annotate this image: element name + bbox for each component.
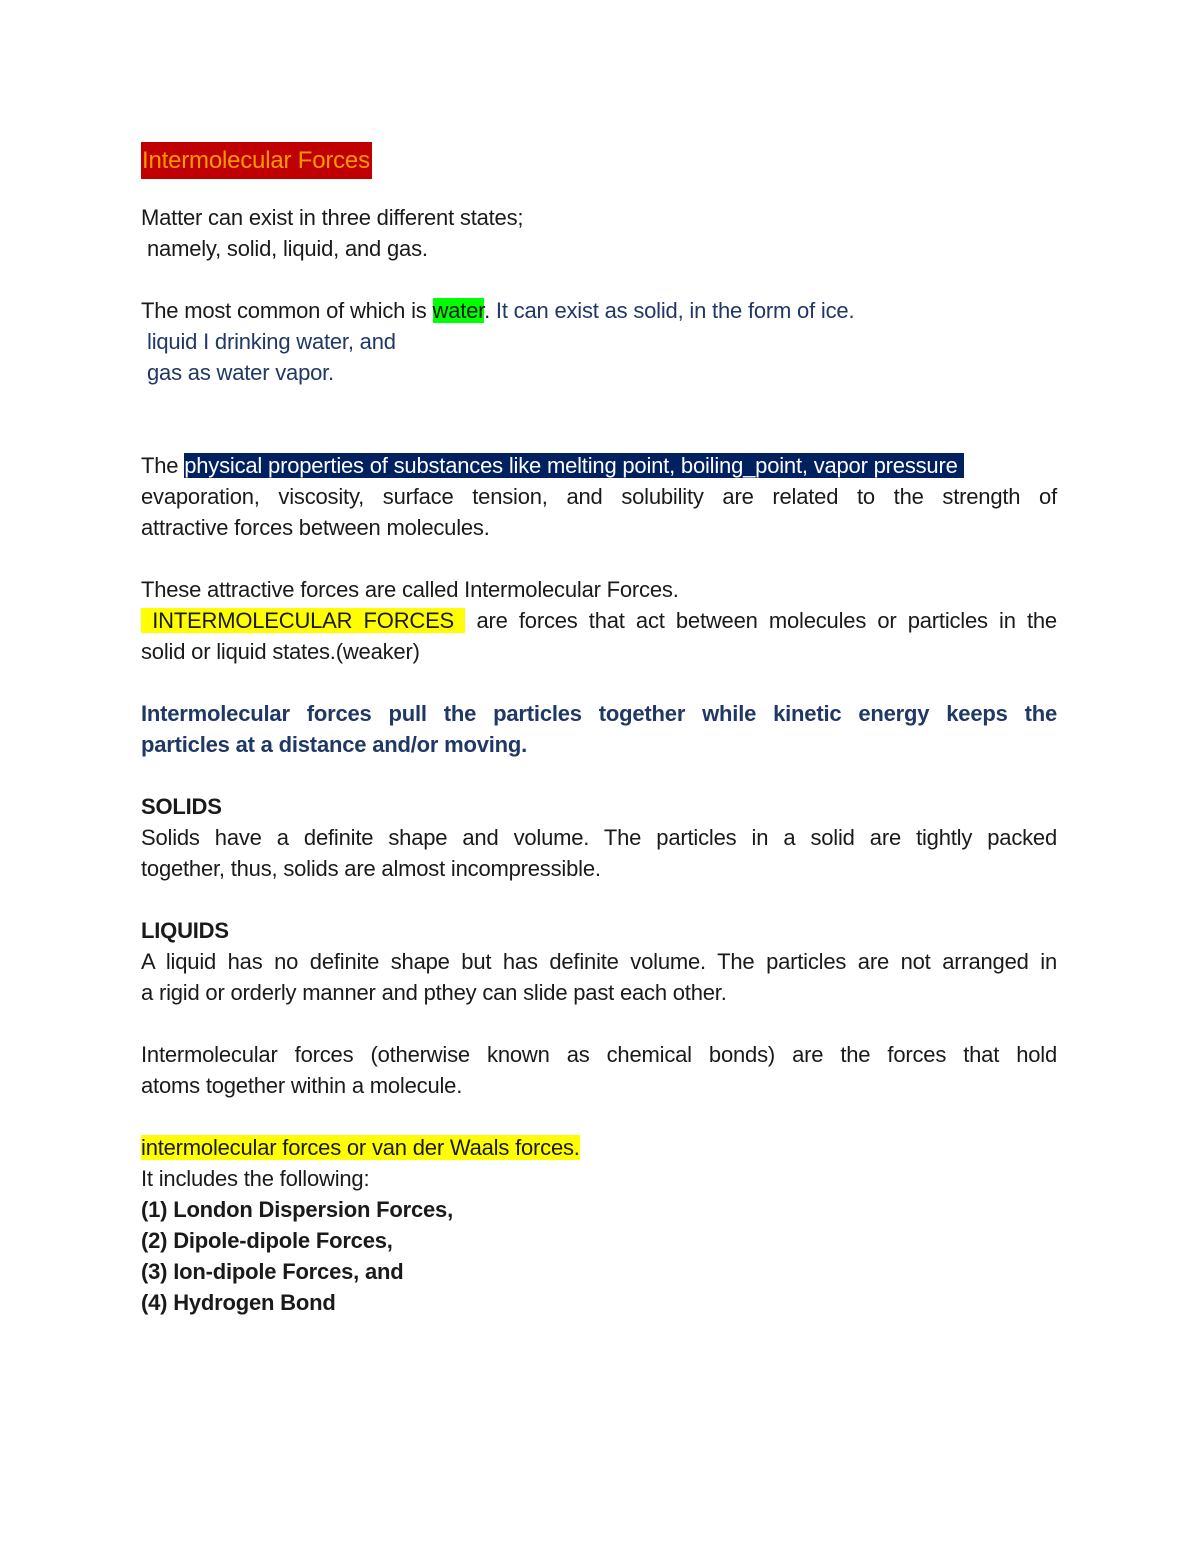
vdw-highlight: intermolecular forces or van der Waals forces. [141, 1135, 580, 1160]
document-title: Intermolecular Forces [141, 142, 372, 179]
water-tail: It can exist as solid, in the form of ice. [490, 298, 855, 323]
solids-heading: SOLIDS [141, 794, 222, 819]
bonds-line-2: atoms together within a molecule. [141, 1073, 463, 1098]
spacer [141, 760, 1057, 791]
spacer [141, 388, 1057, 450]
vdw-line [141, 1132, 1057, 1163]
kinetic-line-1: Intermolecular forces pull the particles together while kinetic energy keeps the [141, 701, 1057, 726]
list-item: (4) Hydrogen Bond [141, 1290, 336, 1315]
solids-line-2: together, thus, solids are almost incompressible. [141, 856, 601, 881]
document-page [141, 140, 1057, 1318]
imf-rest: are forces that act between molecules or particles in the [465, 608, 1057, 633]
water-period: . [484, 298, 491, 323]
properties-highlight: physical properties of substances like melting point, boiling_point, vapor pressure [184, 453, 963, 478]
properties-line-2: evaporation, viscosity, surface tension, and solubility are related to the strength of [141, 484, 1057, 509]
imf-line-1: These attractive forces are called Intermolecular Forces. [141, 577, 679, 602]
imf-highlight [141, 608, 465, 633]
spacer [141, 667, 1057, 698]
water-line-3: gas as water vapor. [147, 360, 334, 385]
water-line-1 [141, 295, 1057, 326]
spacer [141, 264, 1057, 295]
spacer [141, 1101, 1057, 1132]
solids-line-1: Solids have a definite shape and volume. The particles in a solid are tightly packed [141, 825, 1057, 850]
imf-line-2 [141, 605, 1057, 636]
intro-line-2: namely, solid, liquid, and gas. [147, 236, 428, 261]
list-item: (1) London Dispersion Forces, [141, 1197, 454, 1222]
liquids-line-2: a rigid or orderly manner and pthey can slide past each other. [141, 980, 727, 1005]
intro-line-1: Matter can exist in three different states; [141, 205, 524, 230]
imf-line-3: solid or liquid states.(weaker) [141, 639, 420, 664]
spacer [141, 543, 1057, 574]
imf-highlight-text: INTERMOLECULAR FORCES [152, 608, 455, 633]
liquids-heading: LIQUIDS [141, 918, 229, 943]
properties-lead: The [141, 453, 185, 478]
liquids-line-1: A liquid has no definite shape but has definite volume. The particles are not arranged in [141, 949, 1057, 974]
list-item: (2) Dipole-dipole Forces, [141, 1228, 393, 1253]
water-line-2: liquid I drinking water, and [147, 329, 396, 354]
kinetic-line-2: particles at a distance and/or moving. [141, 732, 528, 757]
list-item: (3) Ion-dipole Forces, and [141, 1259, 404, 1284]
title-row [141, 140, 1057, 180]
water-highlight: water [432, 298, 485, 323]
properties-line-3: attractive forces between molecules. [141, 515, 490, 540]
properties-line-1 [141, 450, 1057, 481]
water-lead: The most common of which is [141, 298, 433, 323]
vdw-intro: It includes the following: [141, 1166, 370, 1191]
spacer [141, 884, 1057, 915]
bonds-line-1: Intermolecular forces (otherwise known as chemical bonds) are the forces that hold [141, 1042, 1057, 1067]
spacer [141, 1008, 1057, 1039]
